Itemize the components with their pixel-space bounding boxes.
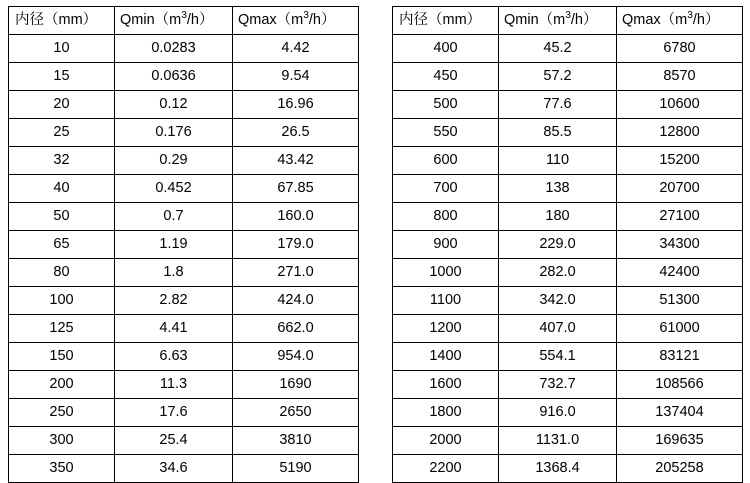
table-row — [9, 203, 359, 231]
table-row — [9, 455, 359, 483]
cell-qmax: 3810 — [233, 427, 359, 455]
cell-qmin: 0.29 — [115, 147, 233, 175]
cell-inner-diameter: 200 — [9, 371, 115, 399]
flow-table-right-wrapper — [392, 6, 743, 483]
table-row — [9, 231, 359, 259]
cell-qmin: 1.8 — [115, 259, 233, 287]
column-header-qmax: $Qmax(m^3/h)$ — [233, 7, 359, 35]
cell-qmin: 916.0 — [499, 399, 617, 427]
table-row — [393, 427, 743, 455]
cell-qmax: 26.5 — [233, 119, 359, 147]
cell-inner-diameter: 40 — [9, 175, 115, 203]
table-row — [9, 287, 359, 315]
cell-inner-diameter: 15 — [9, 63, 115, 91]
table-header-row — [393, 7, 743, 35]
cell-qmax: 160.0 — [233, 203, 359, 231]
table-row — [9, 147, 359, 175]
cell-inner-diameter: 400 — [393, 35, 499, 63]
cell-qmax: 137404 — [617, 399, 743, 427]
cell-qmin: 0.0636 — [115, 63, 233, 91]
table-row — [9, 35, 359, 63]
table-row — [9, 175, 359, 203]
cell-qmax: 424.0 — [233, 287, 359, 315]
flow-table-left — [8, 6, 359, 483]
cell-inner-diameter: 450 — [393, 63, 499, 91]
cell-qmin: 0.0283 — [115, 35, 233, 63]
column-header-qmin: $Qmin(m^3/h)$ — [115, 7, 233, 35]
table-row — [393, 203, 743, 231]
cell-inner-diameter: 500 — [393, 91, 499, 119]
cell-qmax: 61000 — [617, 315, 743, 343]
cell-qmax: 108566 — [617, 371, 743, 399]
cell-inner-diameter: 700 — [393, 175, 499, 203]
cell-qmin: 1.19 — [115, 231, 233, 259]
table-body-right — [393, 35, 743, 483]
cell-qmax: 169635 — [617, 427, 743, 455]
table-body-left — [9, 35, 359, 483]
column-header-qmax: $Qmax(m^3/h)$ — [617, 7, 743, 35]
table-row — [9, 315, 359, 343]
cell-inner-diameter: 300 — [9, 427, 115, 455]
cell-qmax: 27100 — [617, 203, 743, 231]
table-row — [9, 371, 359, 399]
cell-inner-diameter: 80 — [9, 259, 115, 287]
cell-inner-diameter: 65 — [9, 231, 115, 259]
cell-qmin: 229.0 — [499, 231, 617, 259]
cell-inner-diameter: 32 — [9, 147, 115, 175]
cell-qmin: 0.7 — [115, 203, 233, 231]
table-row — [393, 35, 743, 63]
cell-qmax: 271.0 — [233, 259, 359, 287]
table-row — [393, 455, 743, 483]
cell-inner-diameter: 800 — [393, 203, 499, 231]
flow-table-left-wrapper — [8, 6, 359, 483]
cell-qmax: 6780 — [617, 35, 743, 63]
cell-qmin: 25.4 — [115, 427, 233, 455]
cell-inner-diameter: 1200 — [393, 315, 499, 343]
cell-qmax: 16.96 — [233, 91, 359, 119]
table-row — [393, 91, 743, 119]
cell-qmax: 83121 — [617, 343, 743, 371]
table-header-row — [9, 7, 359, 35]
cell-qmax: 179.0 — [233, 231, 359, 259]
cell-inner-diameter: 100 — [9, 287, 115, 315]
cell-inner-diameter: 25 — [9, 119, 115, 147]
cell-qmin: 77.6 — [499, 91, 617, 119]
cell-inner-diameter: 1800 — [393, 399, 499, 427]
cell-qmax: 34300 — [617, 231, 743, 259]
cell-qmax: 4.42 — [233, 35, 359, 63]
cell-qmin: 45.2 — [499, 35, 617, 63]
cell-qmin: 732.7 — [499, 371, 617, 399]
cell-inner-diameter: 1100 — [393, 287, 499, 315]
cell-inner-diameter: 350 — [9, 455, 115, 483]
cell-qmin: 4.41 — [115, 315, 233, 343]
cell-qmax: 20700 — [617, 175, 743, 203]
cell-inner-diameter: 50 — [9, 203, 115, 231]
cell-qmax: 12800 — [617, 119, 743, 147]
column-header-inner-diameter: 内径（mm） — [393, 7, 499, 35]
cell-qmax: 43.42 — [233, 147, 359, 175]
cell-inner-diameter: 125 — [9, 315, 115, 343]
table-row — [393, 287, 743, 315]
table-row — [393, 315, 743, 343]
cell-qmin: 180 — [499, 203, 617, 231]
cell-qmax: 51300 — [617, 287, 743, 315]
table-row — [9, 399, 359, 427]
table-row — [393, 371, 743, 399]
table-header-right — [393, 7, 743, 35]
table-row — [9, 343, 359, 371]
cell-inner-diameter: 20 — [9, 91, 115, 119]
cell-qmax: 42400 — [617, 259, 743, 287]
cell-qmin: 2.82 — [115, 287, 233, 315]
cell-qmin: 0.452 — [115, 175, 233, 203]
cell-qmin: 57.2 — [499, 63, 617, 91]
cell-inner-diameter: 550 — [393, 119, 499, 147]
cell-inner-diameter: 2200 — [393, 455, 499, 483]
cell-qmin: 17.6 — [115, 399, 233, 427]
cell-qmin: 342.0 — [499, 287, 617, 315]
table-row — [9, 427, 359, 455]
cell-inner-diameter: 250 — [9, 399, 115, 427]
cell-qmax: 205258 — [617, 455, 743, 483]
cell-qmax: 954.0 — [233, 343, 359, 371]
table-header-left — [9, 7, 359, 35]
table-row — [393, 231, 743, 259]
column-header-inner-diameter: 内径（mm） — [9, 7, 115, 35]
cell-qmax: 15200 — [617, 147, 743, 175]
cell-qmax: 8570 — [617, 63, 743, 91]
cell-qmax: 2650 — [233, 399, 359, 427]
cell-inner-diameter: 10 — [9, 35, 115, 63]
cell-qmax: 662.0 — [233, 315, 359, 343]
cell-inner-diameter: 1600 — [393, 371, 499, 399]
cell-qmin: 407.0 — [499, 315, 617, 343]
cell-inner-diameter: 2000 — [393, 427, 499, 455]
cell-qmin: 0.12 — [115, 91, 233, 119]
cell-qmin: 554.1 — [499, 343, 617, 371]
cell-qmin: 1368.4 — [499, 455, 617, 483]
cell-qmin: 6.63 — [115, 343, 233, 371]
cell-qmin: 110 — [499, 147, 617, 175]
cell-inner-diameter: 150 — [9, 343, 115, 371]
table-row — [393, 343, 743, 371]
table-row — [393, 259, 743, 287]
table-row — [9, 259, 359, 287]
cell-inner-diameter: 900 — [393, 231, 499, 259]
flow-table-right — [392, 6, 743, 483]
table-row — [393, 147, 743, 175]
cell-qmin: 11.3 — [115, 371, 233, 399]
cell-inner-diameter: 600 — [393, 147, 499, 175]
cell-qmin: 138 — [499, 175, 617, 203]
column-header-qmin: $Qmin(m^3/h)$ — [499, 7, 617, 35]
cell-qmax: 67.85 — [233, 175, 359, 203]
cell-qmax: 1690 — [233, 371, 359, 399]
cell-qmin: 1131.0 — [499, 427, 617, 455]
cell-qmin: 85.5 — [499, 119, 617, 147]
table-row — [393, 119, 743, 147]
cell-inner-diameter: 1000 — [393, 259, 499, 287]
cell-qmax: 5190 — [233, 455, 359, 483]
cell-qmin: 0.176 — [115, 119, 233, 147]
table-row — [9, 119, 359, 147]
table-row — [9, 63, 359, 91]
table-row — [393, 399, 743, 427]
cell-inner-diameter: 1400 — [393, 343, 499, 371]
cell-qmin: 34.6 — [115, 455, 233, 483]
cell-qmax: 9.54 — [233, 63, 359, 91]
cell-qmax: 10600 — [617, 91, 743, 119]
table-row — [9, 91, 359, 119]
cell-qmin: 282.0 — [499, 259, 617, 287]
table-row — [393, 63, 743, 91]
table-row — [393, 175, 743, 203]
